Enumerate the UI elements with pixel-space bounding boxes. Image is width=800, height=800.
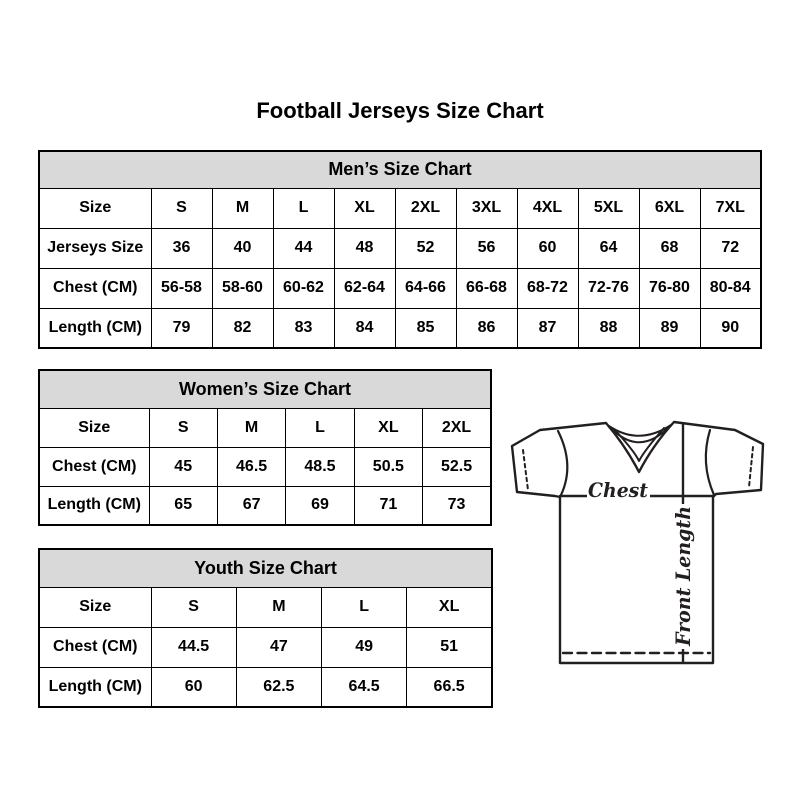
data-cell: S bbox=[149, 408, 217, 447]
data-cell: 90 bbox=[700, 308, 761, 348]
data-cell: 49 bbox=[322, 627, 407, 667]
data-cell: M bbox=[212, 188, 273, 228]
row-label: Length (CM) bbox=[39, 486, 149, 525]
data-cell: 73 bbox=[423, 486, 491, 525]
row-label: Jerseys Size bbox=[39, 228, 151, 268]
data-cell: 48 bbox=[334, 228, 395, 268]
data-cell: 56 bbox=[456, 228, 517, 268]
data-cell: 64-66 bbox=[395, 268, 456, 308]
row-label: Size bbox=[39, 408, 149, 447]
data-cell: 58-60 bbox=[212, 268, 273, 308]
table-row bbox=[39, 447, 491, 486]
table-row bbox=[39, 486, 491, 525]
data-cell: S bbox=[151, 188, 212, 228]
row-label: Length (CM) bbox=[39, 667, 151, 707]
data-cell: XL bbox=[407, 587, 492, 627]
mens-size-chart-table bbox=[38, 150, 762, 349]
row-label: Chest (CM) bbox=[39, 447, 149, 486]
data-cell: 2XL bbox=[395, 188, 456, 228]
data-cell: 62.5 bbox=[236, 667, 321, 707]
data-cell: 69 bbox=[286, 486, 354, 525]
row-label: Size bbox=[39, 188, 151, 228]
data-cell: 84 bbox=[334, 308, 395, 348]
data-cell: 83 bbox=[273, 308, 334, 348]
data-cell: 44.5 bbox=[151, 627, 236, 667]
table-row bbox=[39, 408, 491, 447]
jersey-measurement-diagram bbox=[503, 403, 773, 673]
data-cell: 64 bbox=[578, 228, 639, 268]
data-cell: 52 bbox=[395, 228, 456, 268]
data-cell: XL bbox=[354, 408, 422, 447]
data-cell: 40 bbox=[212, 228, 273, 268]
data-cell: 45 bbox=[149, 447, 217, 486]
table-row bbox=[39, 308, 761, 348]
size-table bbox=[38, 150, 762, 349]
page-title: Football Jerseys Size Chart bbox=[256, 98, 544, 123]
data-cell: 71 bbox=[354, 486, 422, 525]
data-cell: 4XL bbox=[517, 188, 578, 228]
table-row bbox=[39, 188, 761, 228]
data-cell: 62-64 bbox=[334, 268, 395, 308]
data-cell: 56-58 bbox=[151, 268, 212, 308]
data-cell: XL bbox=[334, 188, 395, 228]
data-cell: M bbox=[217, 408, 285, 447]
data-cell: 66.5 bbox=[407, 667, 492, 707]
data-cell: 60 bbox=[151, 667, 236, 707]
data-cell: 72-76 bbox=[578, 268, 639, 308]
size-table bbox=[38, 548, 493, 708]
data-cell: 46.5 bbox=[217, 447, 285, 486]
table-row bbox=[39, 667, 492, 707]
data-cell: 7XL bbox=[700, 188, 761, 228]
data-cell: 60 bbox=[517, 228, 578, 268]
data-cell: L bbox=[273, 188, 334, 228]
data-cell: 60-62 bbox=[273, 268, 334, 308]
data-cell: 67 bbox=[217, 486, 285, 525]
data-cell: 88 bbox=[578, 308, 639, 348]
table-row bbox=[39, 587, 492, 627]
data-cell: 66-68 bbox=[456, 268, 517, 308]
data-cell: 36 bbox=[151, 228, 212, 268]
row-label: Chest (CM) bbox=[39, 627, 151, 667]
table-title: Men’s Size Chart bbox=[39, 151, 761, 188]
row-label: Size bbox=[39, 587, 151, 627]
data-cell: 72 bbox=[700, 228, 761, 268]
chest-label: Chest bbox=[588, 478, 649, 502]
data-cell: 80-84 bbox=[700, 268, 761, 308]
data-cell: 50.5 bbox=[354, 447, 422, 486]
data-cell: 68 bbox=[639, 228, 700, 268]
data-cell: 68-72 bbox=[517, 268, 578, 308]
data-cell: 89 bbox=[639, 308, 700, 348]
data-cell: 79 bbox=[151, 308, 212, 348]
data-cell: 47 bbox=[236, 627, 321, 667]
data-cell: L bbox=[286, 408, 354, 447]
table-row bbox=[39, 268, 761, 308]
data-cell: 5XL bbox=[578, 188, 639, 228]
data-cell: M bbox=[236, 587, 321, 627]
womens-size-chart-table bbox=[38, 369, 492, 526]
table-title: Women’s Size Chart bbox=[39, 370, 491, 408]
row-label: Length (CM) bbox=[39, 308, 151, 348]
youth-size-chart-table bbox=[38, 548, 493, 708]
data-cell: 76-80 bbox=[639, 268, 700, 308]
row-label: Chest (CM) bbox=[39, 268, 151, 308]
data-cell: 6XL bbox=[639, 188, 700, 228]
data-cell: 64.5 bbox=[322, 667, 407, 707]
data-cell: 65 bbox=[149, 486, 217, 525]
table-row bbox=[39, 627, 492, 667]
data-cell: 85 bbox=[395, 308, 456, 348]
size-table bbox=[38, 369, 492, 526]
data-cell: 52.5 bbox=[423, 447, 491, 486]
data-cell: 2XL bbox=[423, 408, 491, 447]
data-cell: 87 bbox=[517, 308, 578, 348]
data-cell: 82 bbox=[212, 308, 273, 348]
data-cell: 3XL bbox=[456, 188, 517, 228]
data-cell: L bbox=[322, 587, 407, 627]
table-title: Youth Size Chart bbox=[39, 549, 492, 587]
data-cell: 48.5 bbox=[286, 447, 354, 486]
data-cell: 51 bbox=[407, 627, 492, 667]
front-length-label: Front Length bbox=[671, 498, 695, 646]
table-row bbox=[39, 228, 761, 268]
data-cell: S bbox=[151, 587, 236, 627]
data-cell: 86 bbox=[456, 308, 517, 348]
data-cell: 44 bbox=[273, 228, 334, 268]
